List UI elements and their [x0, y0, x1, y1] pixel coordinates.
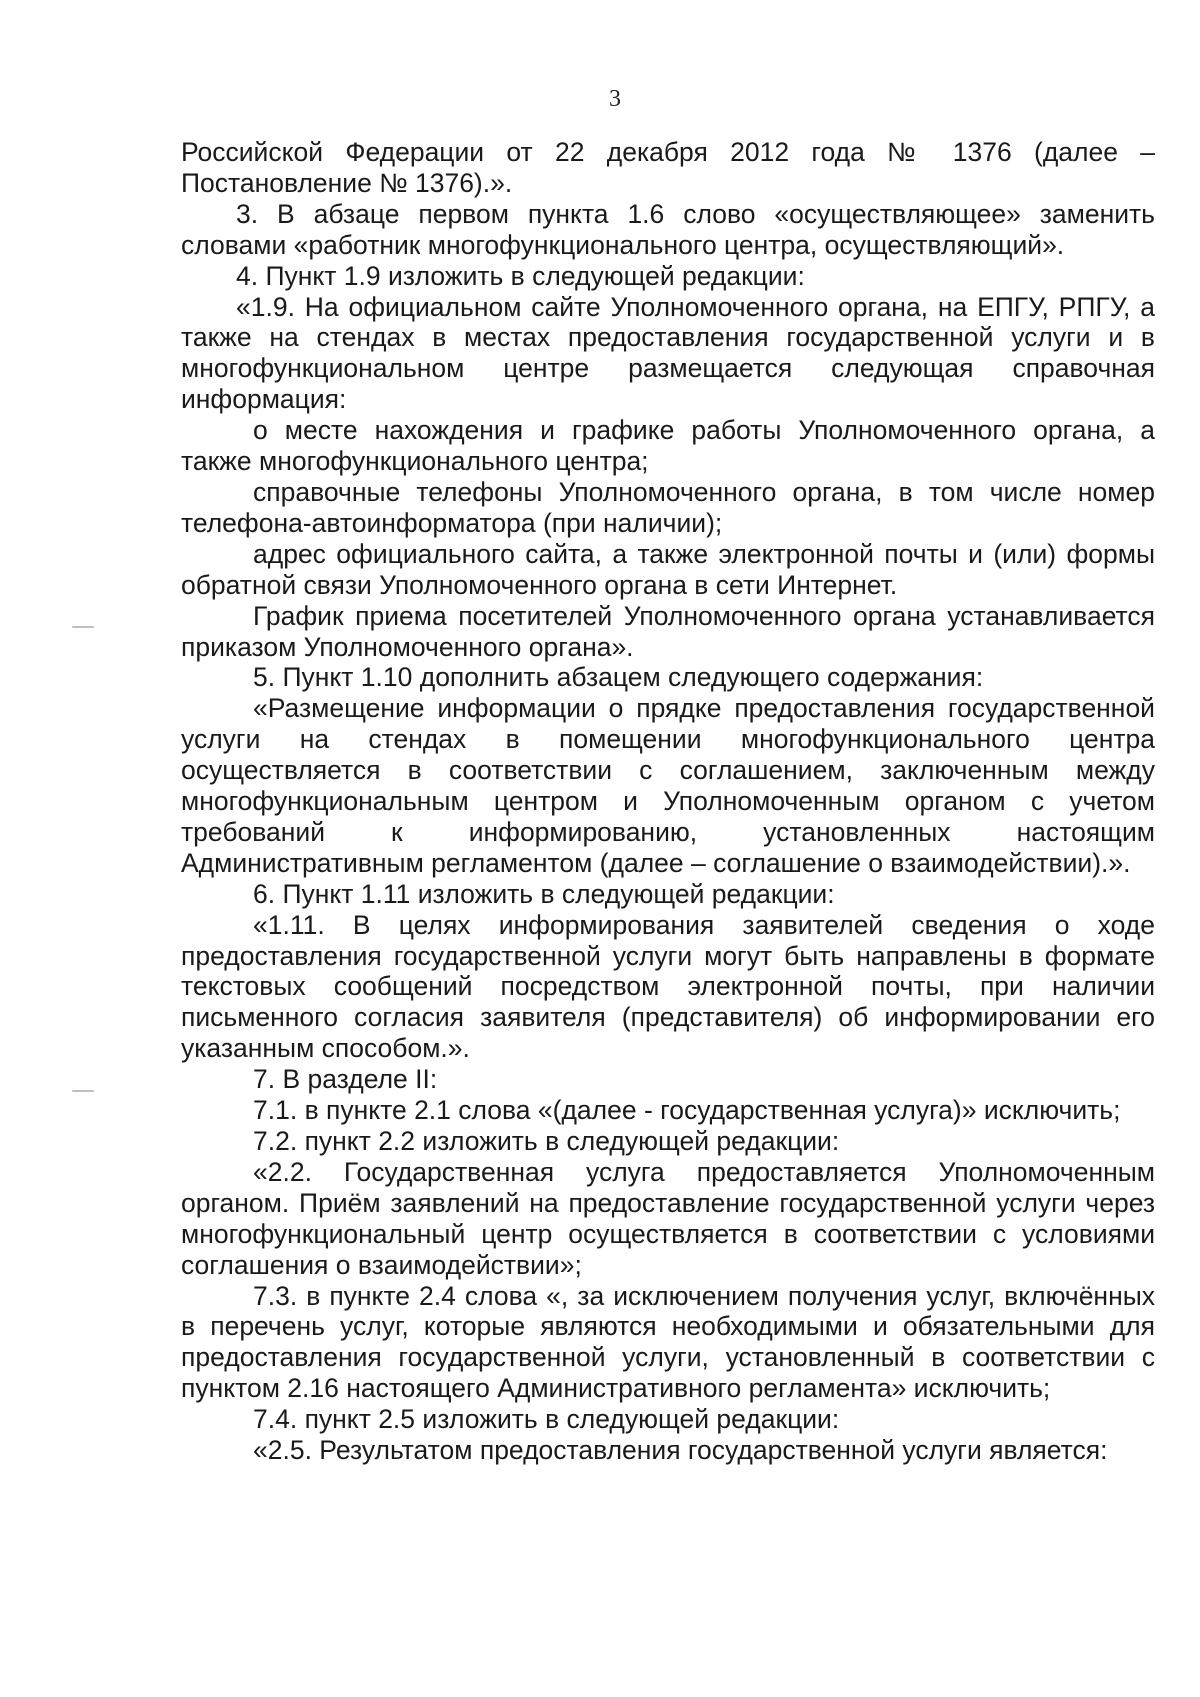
paragraph: 6. Пункт 1.11 изложить в следующей редакции: [253, 878, 835, 909]
paragraph: 5. Пункт 1.10 дополнить абзацем следующего содержания: [253, 662, 984, 693]
paragraph: «1.9. На официальном сайте Уполномоченного органа, на ЕПГУ, РПГУ, а также на стендах в местах предоставления государственной услуги и в многофункциональном центре размещается следующая справочная информация: [181, 291, 1155, 415]
paragraph: 7.2. пункт 2.2 изложить в следующей редакции: [253, 1126, 840, 1156]
paragraph: справочные телефоны Уполномоченного органа, в том числе номер телефона-автоинформатора (при наличии); [181, 476, 1155, 538]
paragraph: «Размещение информации о прядке предоставления государственной услуги на стендах в помещении многофункционального центра осуществляется в соответствии с соглашением, заключенным между многофункциональным центром и Уполномоченным органом с учетом требований к информированию, установленных настоящим Административным регламентом (далее – соглашение о взаимодействии).». [181, 693, 1155, 878]
paragraph: адрес официального сайта, а также электронной почты и (или) формы обратной связи Уполномоченного органа в сети Интернет. [181, 538, 1155, 600]
page-number: 3 [609, 86, 621, 112]
paragraph: График приема посетителей Уполномоченного органа устанавливается приказом Уполномоченного органа». [181, 600, 1155, 662]
paragraph: 7.3. в пункте 2.4 слова «, за исключением получения услуг, включённых в перечень услуг, которые являются необходимыми и обязательными для предоставления государственной услуги, установленный в соответствии с пунктом 2.16 настоящего Административного регламента» исключить; [181, 1280, 1155, 1404]
paragraph: Российской Федерации от 22 декабря 2012 года № 1376 (далее – Постановление № 1376).». [181, 137, 1155, 198]
paragraph: «2.2. Государственная услуга предоставляется Уполномоченным органом. Приём заявлений на предоставление государственной услуги через многофункциональный центр осуществляется в соответствии с условиями соглашения о взаимодействии»; [181, 1156, 1155, 1280]
scan-artifact-mark [72, 626, 94, 628]
paragraph: о месте нахождения и графике работы Уполномоченного органа, а также многофункционального центра; [181, 415, 1155, 477]
document-body [181, 137, 1155, 1466]
paragraph: 7.1. в пункте 2.1 слова «(далее - государственная услуга)» исключить; [253, 1095, 1121, 1126]
scan-artifact-mark [72, 1090, 94, 1092]
paragraph: «2.5. Результатом предоставления государственной услуги является: [253, 1435, 1108, 1466]
paragraph: 3. В абзаце первом пункта 1.6 слово «осуществляющее» заменить словами «работник многофункционального центра, осуществляющий». [181, 198, 1155, 260]
paragraph: 7. В разделе II: [253, 1064, 438, 1095]
paragraph: 7.4. пункт 2.5 изложить в следующей редакции: [253, 1404, 840, 1435]
paragraph: «1.11. В целях информирования заявителей сведения о ходе предоставления государственной услуги могут быть направлены в формате текстовых сообщений посредством электронной почты, при наличии письменного согласия заявителя (представителя) об информировании его указанным способом.». [181, 909, 1155, 1064]
paragraph: 4. Пункт 1.9 изложить в следующей редакции: [236, 260, 805, 291]
